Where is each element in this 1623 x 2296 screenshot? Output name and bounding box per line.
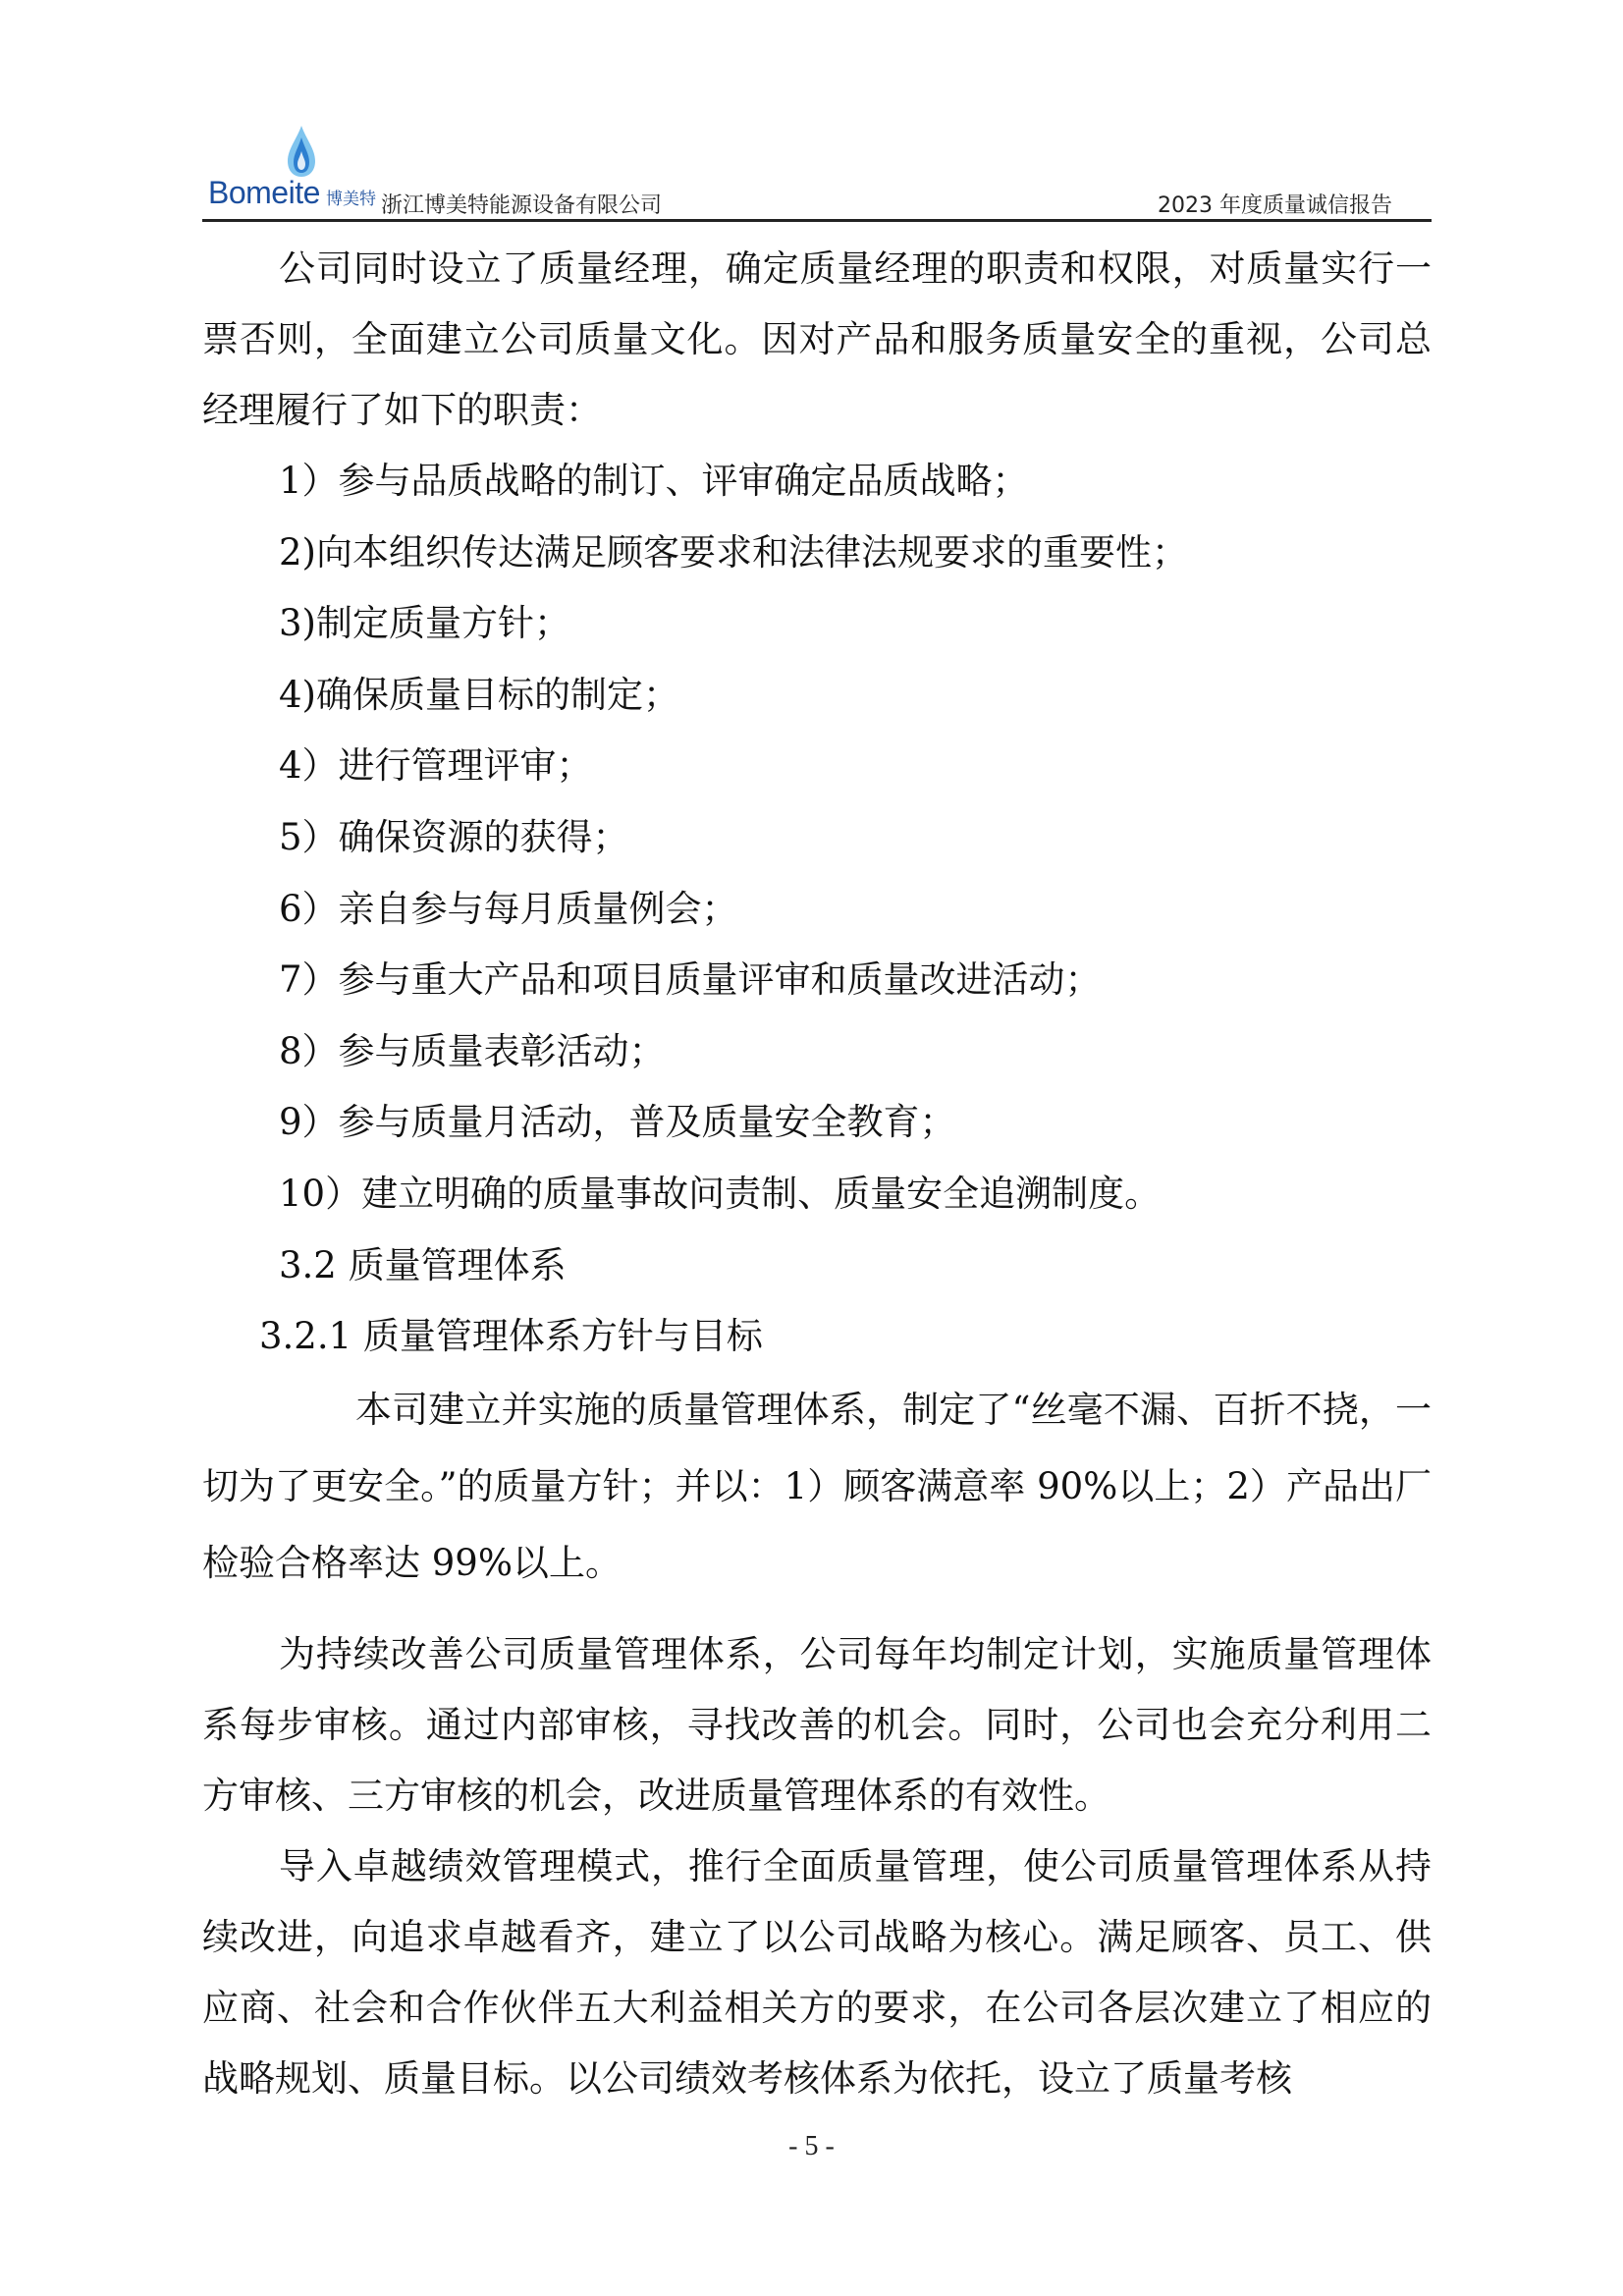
- page-number: - 5 -: [788, 2131, 835, 2161]
- logo-wordmark: Bomeite: [208, 175, 320, 210]
- paragraph-quality-policy: 本司建立并实施的质量管理体系，制定了“丝毫不漏、百折不挠，一切为了更安全。”的质量方针；并以：1）顾客满意率 90%以上；2）产品出厂检验合格率达 99%以上。: [202, 1389, 1432, 1585]
- paragraph-performance-excellence: 导入卓越绩效管理模式，推行全面质量管理，使公司质量管理体系从持续改进，向追求卓越看齐，建立了以公司战略为核心。满足顾客、员工、供应商、社会和合作伙伴五大利益相关方的要求，在公司各层次建立了相应的战略规划、质量目标。以公司绩效考核体系为依托，设立了质量考核: [202, 1845, 1432, 2101]
- company-logo: [208, 120, 385, 210]
- flame-drop-icon: [285, 124, 318, 179]
- list-item: 10）建立明确的质量事故问责制、质量安全追溯制度。: [279, 1172, 1162, 1215]
- paragraph-manager-duties: 公司同时设立了质量经理，确定质量经理的职责和权限，对质量实行一票否则，全面建立公司质量文化。因对产品和服务质量安全的重视，公司总经理履行了如下的职责：: [202, 247, 1432, 431]
- list-item: 4）进行管理评审；: [279, 744, 593, 788]
- company-name: 浙江博美特能源设备有限公司: [381, 193, 663, 218]
- list-item: 6）亲自参与每月质量例会；: [279, 887, 738, 930]
- list-item: 4)确保质量目标的制定；: [279, 673, 679, 716]
- paragraph-continuous-improvement: 为持续改善公司质量管理体系，公司每年均制定计划，实施质量管理体系每步审核。通过内部审核，寻找改善的机会。同时，公司也会充分利用二方审核、三方审核的机会，改进质量管理体系的有效性。: [202, 1633, 1432, 1818]
- page-header: [202, 116, 1432, 222]
- section-heading-3-2-1: 3.2.1 质量管理体系方针与目标: [259, 1315, 763, 1358]
- list-item: 3)制定质量方针；: [279, 602, 570, 645]
- spacer: [202, 1602, 1432, 1619]
- section-heading-3-2: 3.2 质量管理体系: [279, 1243, 567, 1286]
- logo-chinese-name: 博美特: [326, 190, 376, 209]
- list-item: 5）确保资源的获得；: [279, 815, 629, 858]
- list-item: 8）参与质量表彰活动；: [279, 1029, 666, 1072]
- document-body: [202, 234, 1432, 2114]
- list-item: 9）参与质量月活动，普及质量安全教育；: [279, 1101, 956, 1144]
- list-item: 1）参与品质战略的制订、评审确定品质战略；: [279, 460, 1029, 502]
- list-item: 2)向本组织传达满足顾客要求和法律法规要求的重要性；: [279, 530, 1188, 574]
- report-title: 2023 年度质量诚信报告: [1158, 193, 1392, 218]
- list-item: 7）参与重大产品和项目质量评审和质量改进活动；: [279, 958, 1102, 1002]
- header-divider: [202, 219, 1432, 222]
